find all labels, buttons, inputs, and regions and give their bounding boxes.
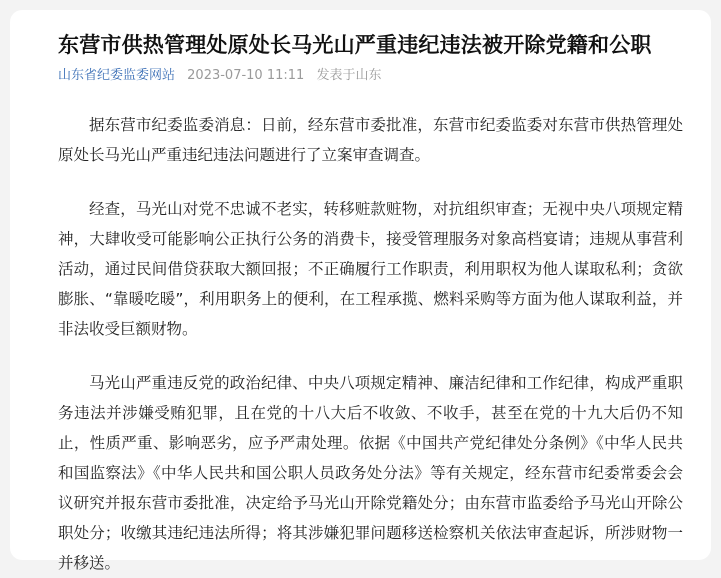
paragraph-1: 据东营市纪委监委消息：日前，经东营市委批准，东营市纪委监委对东营市供热管理处原处长马光山严重违纪违法问题进行了立案审查调查。 [58,116,683,164]
article-body [58,110,683,578]
article-title: 东营市供热管理处原处长马光山严重违纪违法被开除党籍和公职 [58,33,652,57]
article-meta [58,66,683,86]
article-card [10,10,711,572]
publish-date: 2023-07-10 11:11 [187,68,305,83]
source-link[interactable]: 山东省纪委监委网站 [58,68,176,83]
paragraph-3: 马光山严重违反党的政治纪律、中央八项规定精神、廉洁纪律和工作纪律，构成严重职务违法并涉嫌受贿犯罪，且在党的十八大后不收敛、不收手，甚至在党的十九大后仍不知止，性质严重、影响恶劣，应予严肃处理。依据《中国共产党纪律处分条例》《中华人民共和国监察法》《中华人民共和国公职人员政务处分法》等有关规定，经东营市纪委常委会会议研究并报东营市委批准，决定给予马光山开除党籍处分；由东营市监委给予马光山开除公职处分；收缴其违纪违法所得；将其涉嫌犯罪问题移送检察机关依法审查起诉，所涉财物一并移送。 [58,374,683,572]
publish-location: 发表于山东 [316,68,382,83]
paragraph-2: 经查，马光山对党不忠诚不老实，转移赃款赃物，对抗组织审查；无视中央八项规定精神，大肆收受可能影响公正执行公务的消费卡，接受管理服务对象高档宴请；违规从事营利活动，通过民间借贷获取大额回报；不正确履行工作职责，利用职权为他人谋取私利；贪欲膨胀、“靠暖吃暖”，利用职务上的便利，在工程承揽、燃料采购等方面为他人谋取利益，并非法收受巨额财物。 [58,200,683,338]
